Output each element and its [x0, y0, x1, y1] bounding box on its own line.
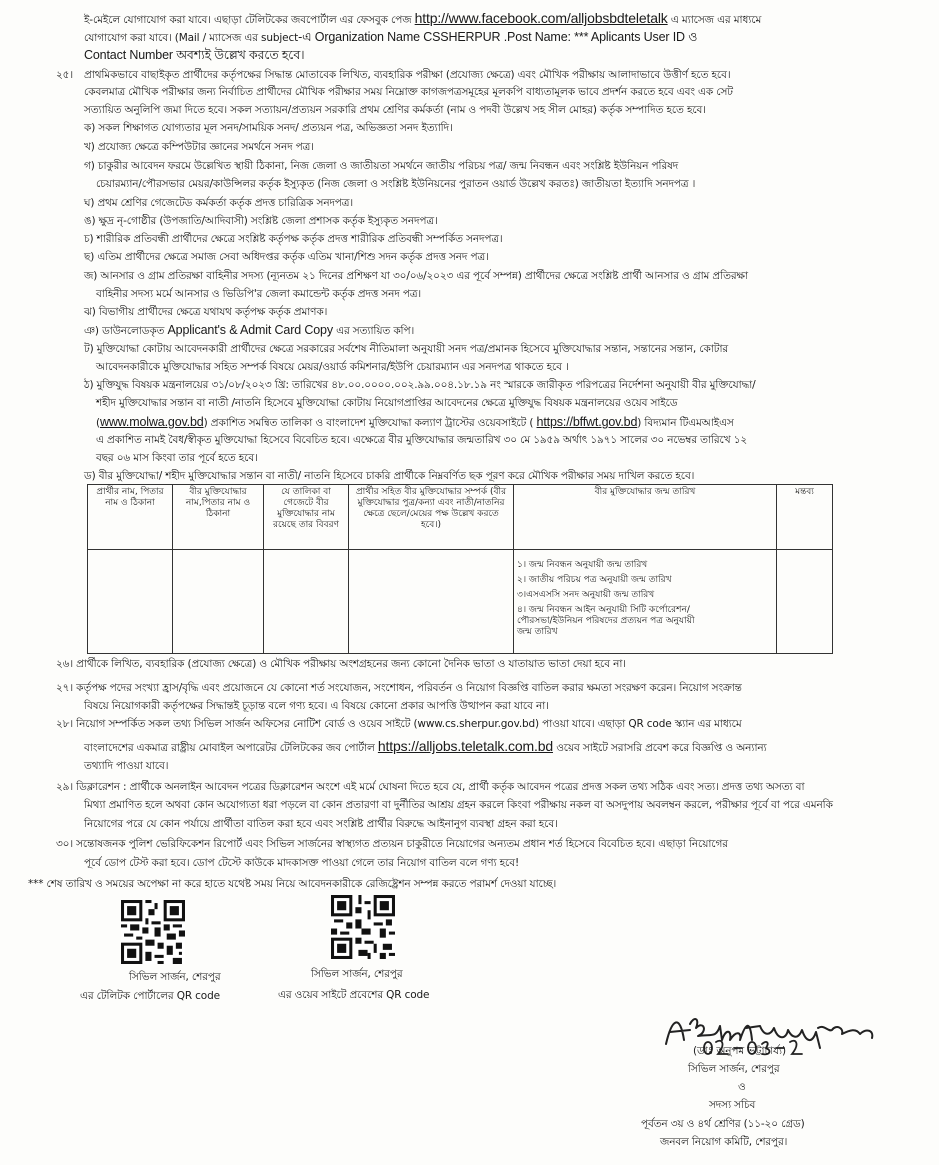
table-body-row: [88, 550, 833, 654]
item-cha: চ) শারীরিক প্রতিবন্ধী প্রার্থীদের ক্ষেত্রে সংশ্লিষ্ট কর্তৃপক্ষ কর্তৃক প্রদত্ত শারীরিক প্রতিবন্ধী সম্পর্কিত সনদপত্র।: [84, 233, 503, 245]
item-ja-line-1: জ) আনসার ও গ্রাম প্রতিরক্ষা বাহিনীর সদস্য (ন্যূনতম ২১ দিনের প্রশিক্ষণ যা ৩০/০৬/২০২৩ এর পূর্বে সম্পন্ন) প্রার্থীদের ক্ষেত্রে সংশ্লিষ্ট প্রার্থী আনসার ও গ্রাম প্রতিরক্ষা: [84, 270, 748, 282]
qr2-caption-1: সিভিল সার্জন, শেরপুর: [311, 968, 403, 980]
item-tha-line-4: এ প্রকাশিত নামই বৈধ/স্বীকৃত মুক্তিযোদ্ধা হিসেবে বিবেচিত হবে। এক্ষেত্রে বীর মুক্তিযোদ্ধার জন্মতারিখ ৩০ মে ১৯৫৯ অর্থাৎ ১৯৭১ সালের ৩০ নভেম্বর তারিখে ১২: [96, 434, 748, 446]
clause-28-line-1: ২৮। নিয়োগ সম্পর্কিত সকল তথ্য সিভিল সার্জন অফিসের নোটিশ বোর্ড ও ওয়েব সাইটে (www.cs.sherpur.gov.bd) পাওয়া যাবে। এছাড়া QR code স্ক্যান এর মাধ্যমে: [56, 718, 742, 730]
clause-29-line-1: ২৯। ডিক্লারেশন : প্রার্থীকে অনলাইন আবেদন পত্রের ডিক্লারেশন অংশে এই মর্মে ঘোষনা দিতে হবে যে, প্রার্থী কর্তৃক আবেদন পত্রের প্রদত্ত সকল তথ্য সঠিক এবং সত্য। প্রদত্ত তথ্য অসত্য বা: [56, 781, 805, 793]
officer-and: ও: [738, 1081, 746, 1093]
teletalk-link[interactable]: https://alljobs.teletalk.com.bd: [377, 738, 553, 754]
teletalk-qr-code[interactable]: [121, 900, 185, 964]
clause-27-line-1: ২৭। কর্তৃপক্ষ পদের সংখ্যা হ্রাস/বৃদ্ধি এবং প্রয়োজনে যে কোনো শর্ত সংযোজন, সংশোধন, পরিবর্তন ও নিয়োগ বিজ্ঞপ্তি বাতিল করার ক্ষমতা সংরক্ষণ করেন। নিয়োগ সংক্রান্ত: [56, 682, 742, 694]
item-chha: ছ) এতিম প্রার্থীদের ক্ষেত্রে সমাজ সেবা অধিদপ্তর কর্তৃক এতিম খানা/শিশু সদন কর্তৃক প্রদত্ত সনদ পত্র।: [84, 251, 489, 263]
contact-line-3: Contact Number অবশ্যই উল্লেখ করতে হবে।: [84, 48, 305, 62]
col-remarks: মন্তব্য: [777, 485, 833, 550]
qr1-caption-2: এর টেলিটক পোর্টালের QR code: [80, 990, 220, 1002]
contact-line-1: ই-মেইলে যোগাযোগ করা যাবে। এছাড়া টেলিটকের জবপোর্টাল এর ফেসবুক পেজ http://www.facebook.com/alljobsbdteletalk এ ম্যাসেজ এর মাধ্যমে: [84, 10, 762, 26]
table-header-row: [88, 485, 833, 550]
item-uma: ঙ) ক্ষুদ্র নৃ-গোষ্ঠীর (উপজাতি/আদিবাসী) সংশ্লিষ্ট জেলা প্রশাসক কর্তৃক ইস্যুকৃত সনদপত্র।: [84, 215, 438, 227]
clause-29-line-3: নিয়োগের পরে যে কোন পর্যায়ে প্রার্থীতা বাতিল করা হবে এবং সংশ্লিষ্ট প্রার্থীর বিরুদ্ধে আইনানুগ ব্যবস্থা গ্রহন করা হবে।: [84, 818, 558, 830]
officer-title-2: সদস্য সচিব: [709, 1099, 756, 1111]
qr1-caption-1: সিভিল সার্জন, শেরপুর: [129, 971, 221, 983]
clause-25-number: ২৫।: [56, 69, 73, 81]
clause-28-line-2: বাংলাদেশের একমাত্র রাষ্ট্রীয় মোবাইল অপারেটর টেলিটকের জব পোর্টাল https://alljobs.teletalk.com.bd ওয়েব সাইটে সরাসরি প্রবেশ করে বিজ্ঞপ্তি ও অন্যান্য: [84, 738, 767, 754]
item-ta-line-1: ট) মুক্তিযোদ্ধা কোটায় আবেদনকারী প্রার্থীদের ক্ষেত্রে সরকারের সর্বশেষ নীতিমালা অনুযায়ী সনদ পত্র/প্রমানক হিসেবে মুক্তিযোদ্ধার সন্তান, সন্তানের সন্তান, কোটার: [84, 343, 728, 355]
clause-30-line-2: পূর্বে ডোপ টেস্ট করা হবে। ডোপ টেস্টে কাউকে মাদকাসক্ত পাওয়া গেলে তার নিয়োগ বাতিল বলে গণ্য হবে!: [84, 857, 520, 869]
officer-title-3: পূর্বতন ৩য় ও ৪র্থ শ্রেণির (১১-২০ গ্রেড): [641, 1118, 805, 1130]
clause-26: ২৬। প্রার্থীকে লিখিত, ব্যবহারিক (প্রযোজ্য ক্ষেত্রে) ও মৌখিক পরীক্ষায় অংশগ্রহনের জন্য কোনো দৈনিক ভাতা ও যাতায়াত ভাতা দেয়া হবে না।: [56, 658, 626, 670]
item-da: ড) বীর মুক্তিযোদ্ধা/ শহীদ মুক্তিযোদ্ধার সন্তান বা নাতী/ নাতনি হিসেবে চাকরি প্রার্থীকে নিম্নবর্ণিত ছক পূরণ করে মৌখিক পরীক্ষার সময় দাখিল করতে হবে।: [84, 470, 695, 482]
item-jha: ঝ) বিভাগীয় প্রার্থীদের ক্ষেত্রে যথাযথ কর্তৃপক্ষ কর্তৃক প্রমাণক।: [84, 306, 328, 318]
item-ga-line-2: চেয়ারম্যান/পৌরসভার মেয়র/কাউন্সিলর কর্তৃক ইস্যুকৃত (নিজ জেলা ও সংশ্লিষ্ট ইউনিয়নের পুরাতন ওয়ার্ড উল্লেখ করতঃ) জাতীয়তা ইত্যাদি সনদপত্র ।: [96, 178, 696, 190]
item-ga-line-1: গ) চাকুরীর আবেদন ফরমে উল্লেখিত স্থায়ী ঠিকানা, নিজ জেলা ও জাতীয়তা সমর্থনে জাতীয় পরিচয় পত্র/ জন্ম নিবন্ধন এবং সংশ্লিষ্ট ইউনিয়ন পরিষদ: [84, 160, 679, 172]
cell-birth-date: ১। জন্ম নিবন্ধন অনুযায়ী জন্ম তারিখ ২। জাতীয় পরিচয় পত্র অনুযায়ী জন্ম তারিখ ৩।এসএসসি সনদ অনুযায়ী জন্ম তারিখ ৪। জন্ম নিবন্ধন আইন অনুযায়ী সিটি কর্পোরেশন/পৌরসভা/ইউনিয়ন পরিষদের প্রত্যয়ন পত্র অনুযায়ী জন্ম তারিখ: [514, 550, 777, 654]
freedom-fighter-form-table: [87, 484, 833, 654]
officer-name: (ডাঃ অনুপম ভট্টাচার্য্য): [693, 1045, 786, 1057]
item-tha-line-2: শহীদ মুক্তিযোদ্ধার সন্তান বা নাতী /নাতনি হিসেবে মুক্তিযোদ্ধা কোটায় নিয়োগপ্রাপ্তির আবেদনের ক্ষেত্রে মুক্তিযুদ্ধ বিষয়ক মন্ত্রনালয়ের ওয়েব সাইডে: [96, 397, 678, 409]
clause-30-line-1: ৩০। সন্তোষজনক পুলিশ ভেরিফিকেশন রিপোর্ট এবং সিভিল সার্জনের স্বাস্থ্যগত প্রত্যয়ন চাকুরীতে নিয়োগের অন্যতম প্রধান শর্ত হিসেবে বিবেচিত হবে। এছাড়া নিয়োগের: [56, 838, 728, 850]
facebook-link[interactable]: http://www.facebook.com/alljobsbdteletalk: [414, 10, 668, 26]
officer-title-1: সিভিল সার্জন, শেরপুর: [688, 1063, 780, 1075]
clause-25-line-2: কেবলমাত্র মৌখিক পরীক্ষার জন্য নির্বাচিত প্রার্থীদের মৌখিক পরীক্ষার সময় নিম্নোক্ত কাগজপত্রসমূহের মূলকপি বাধ্যতামূলক ভাবে প্রদর্শন করতে হবে এবং এক সেট: [84, 86, 733, 98]
bffwt-link[interactable]: https://bffwt.gov.bd: [536, 415, 638, 429]
website-qr-code[interactable]: [331, 895, 395, 959]
officer-title-4: জনবল নিয়োগ কমিটি, শেরপুর।: [660, 1136, 788, 1148]
contact-line-2: যোগাযোগ করা যাবে। (Mail / ম্যাসেজ এর subject-এ Organization Name CSSHERPUR .Post Name: *** Aplicants User ID ও: [84, 30, 698, 44]
cell-candidate: [88, 550, 173, 654]
qr2-caption-2: এর ওয়েব সাইটে প্রবেশের QR code: [278, 989, 430, 1001]
clause-29-line-2: মিথ্যা প্রমাণিত হলে অথবা কোন অযোগ্যতা ধরা পড়লে বা কোন প্রতারণা বা দুর্নীতির আশ্রয় গ্রহন করলে কিংবা পরীক্ষায় নকল বা অসদুপায় অবলম্বন করলে, পরীক্ষার পূর্বে বা পরে এমনকি: [84, 799, 833, 811]
clause-28-line-3: তথ্যাদি পাওয়া যাবে।: [84, 760, 169, 772]
item-gha: ঘ) প্রথম শ্রেণির গেজেটেড কর্মকর্তা কর্তৃক প্রদত্ত চারিত্রিক সনদপত্র।: [84, 197, 353, 209]
col-relationship: প্রার্থীর সহিত বীর মুক্তিযোদ্ধার সম্পর্ক (বীর মুক্তিযোদ্ধার পুত্র/কন্যা এবং নাতী/নাতনির ক্ষেত্রে ছেলে/মেয়ের পক্ষ উল্লেখ করতে হবে।): [349, 485, 514, 550]
item-tha-line-5: বছর ০৬ মাস কিংবা তার পূর্বে হতে হবে।: [96, 452, 258, 464]
item-ja-line-2: বাহিনীর সদস্য মর্মে আনসার ও ভিডিপি'র জেলা কমান্ডেন্ট কর্তৃক প্রদত্ত সনদ পত্র।: [96, 288, 421, 300]
col-candidate: প্রার্থীর নাম, পিতার নাম ও ঠিকানা: [88, 485, 173, 550]
cell-list-details: [264, 550, 349, 654]
registration-note: *** শেষ তারিখ ও সময়ের অপেক্ষা না করে হাতে যথেষ্ট সময় নিয়ে আবেদনকারীকে রেজিষ্ট্রেশন সম্পন্ন করতে পরামর্শ দেওয়া যাচ্ছে।: [28, 878, 557, 890]
item-ka: ক) সকল শিক্ষাগত যোগ্যতার মূল সনদ/সাময়িক সনদ/ প্রত্যয়ন পত্র, অভিজ্ঞতা সনদ ইত্যাদি।: [84, 122, 453, 134]
item-tha-line-3: (www.molwa.gov.bd) প্রকাশিত সমন্বিত তালিকা ও বাংলাদেশ মুক্তিযোদ্ধা কল্যাণ ট্রাস্টের ওয়েবসাইটে ( https://bffwt.gov.bd) বিদ্যমান টিএমআইএস: [96, 415, 734, 429]
clause-25-line-3: সত্যায়িত অনুলিপি জমা দিতে হবে। সকল সত্যায়ন/প্রত্যয়ন সরকারি প্রথম শ্রেণির কর্মকর্তা (নাম ও পদবী উল্লেখ সহ সীল মোহর) কর্তৃক সম্পাদিত হতে হবে।: [84, 104, 706, 116]
item-kha: খ) প্রযোজ্য ক্ষেত্রে কম্পিউটার জ্ঞানের সমর্থনে সনদ পত্র।: [84, 141, 314, 153]
item-tha-line-1: ঠ) মুক্তিযুদ্ধ বিষয়ক মন্ত্রনালয়ের ৩১/০৮/২০২৩ খ্রি: তারিখের ৪৮.০০.০০০০.০০২.৯৯.০০৪.১৮.১৯ নং স্মারকে জারীকৃত পরিপত্রের নির্দেশনা অনুযায়ী বীর মুক্তিযোদ্ধা/: [84, 379, 756, 391]
item-nya: ঞ) ডাউনলোডকৃত Applicant's & Admit Card Copy এর সত্যায়িত কপি।: [84, 323, 415, 337]
cell-remarks: [777, 550, 833, 654]
clause-25-line-1: প্রাথমিকভাবে বাছাইকৃত প্রার্থীদের কর্তৃপক্ষের সিদ্ধান্ত মোতাবেক লিখিত, ব্যবহারিক পরীক্ষা (প্রযোজ্য ক্ষেত্রে) এবং মৌখিক পরীক্ষায় আলাদাভাবে উত্তীর্ণ হতে হবে।: [84, 69, 731, 81]
col-fighter-name: বীর মুক্তিযোদ্ধার নাম,পিতার নাম ও ঠিকানা: [173, 485, 264, 550]
col-list-details: যে তালিকা বা গেজেটে বীর মুক্তিযোদ্ধার নাম রয়েছে তার বিবরণ: [264, 485, 349, 550]
item-ta-line-2: আবেদনকারীকে মুক্তিযোদ্ধার সহিত সম্পর্ক বিষয়ে মেয়র/ওয়ার্ড কমিশনার/ইউপি চেয়ারম্যান এর সনদপত্র থাকতে হবে ।: [96, 361, 569, 373]
cell-fighter-name: [173, 550, 264, 654]
molwa-link[interactable]: www.molwa.gov.bd: [99, 415, 204, 429]
clause-27-line-2: বিষয়ে নিয়োগকারী কর্তৃপক্ষের সিদ্ধান্তই চূড়ান্ত বলে গণ্য হবে। এ বিষয়ে কোনো প্রকার আপত্তি উত্থাপন করা যাবে না।: [84, 700, 549, 712]
col-birth-date: বীর মুক্তিযোদ্ধার জন্ম তারিখ: [514, 485, 777, 550]
cell-relationship: [349, 550, 514, 654]
